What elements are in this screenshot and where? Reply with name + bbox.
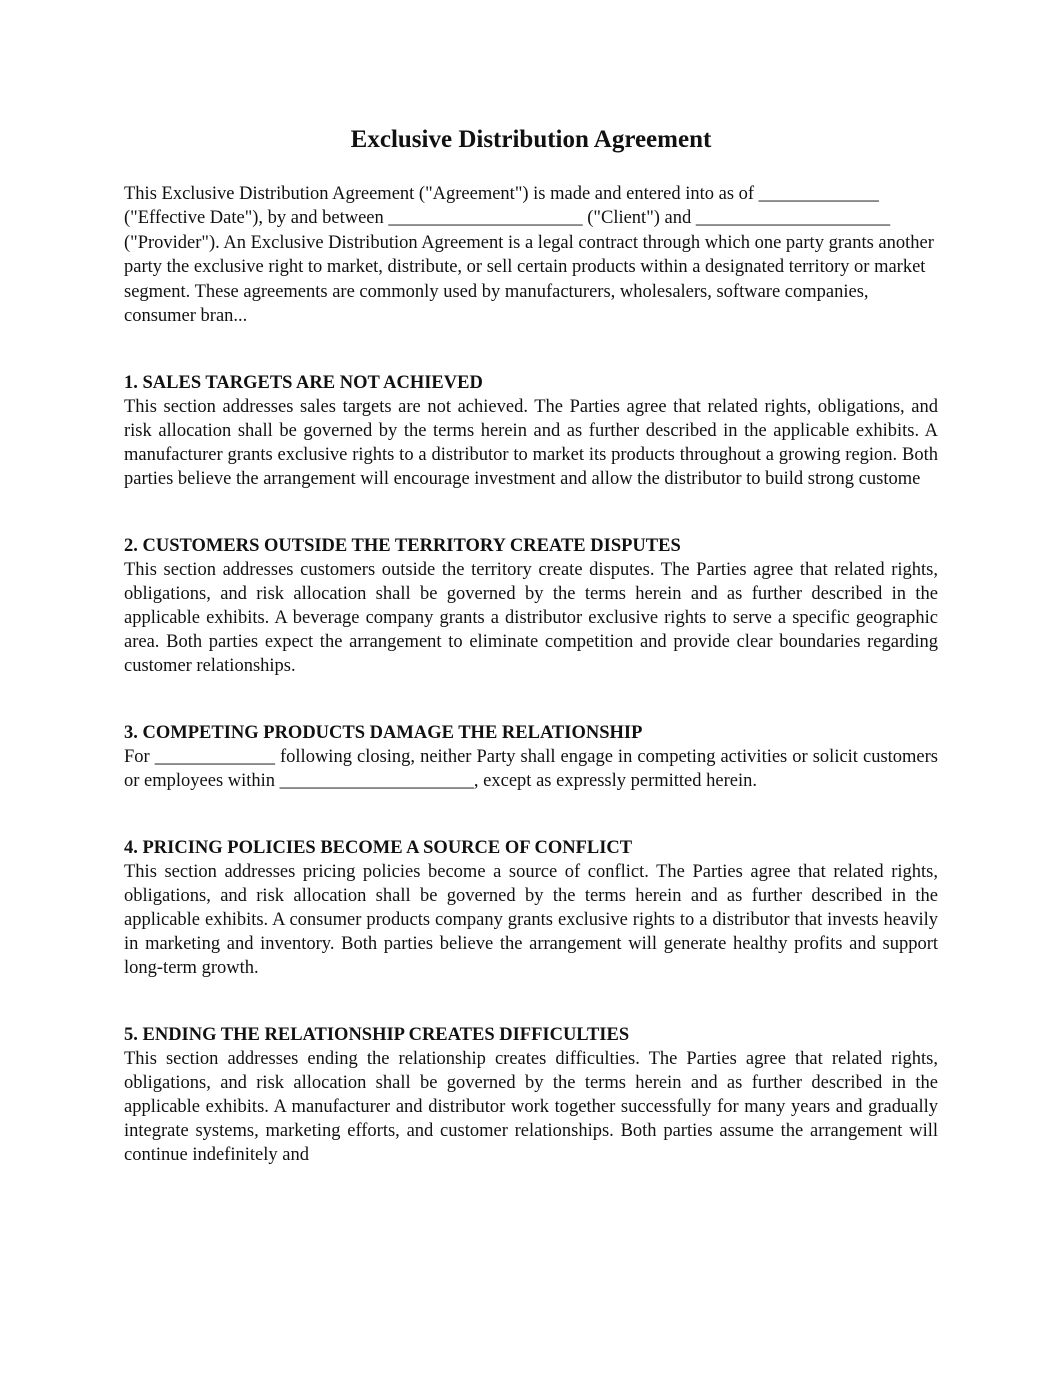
section-heading: 3. COMPETING PRODUCTS DAMAGE THE RELATIONSHIP [124, 723, 643, 744]
section-5 [124, 1023, 938, 1167]
section-body: This section addresses ending the relationship creates difficulties. The Parties agree that related rights, obligations, and risk allocation shall be governed by the terms herein and as further described in the applicable exhibits. A manufacturer and distributor work together successfully for many years and gradually integrate systems, marketing efforts, and customer relationships. Both parties assume the arrangement will continue indefinitely and [124, 1049, 938, 1166]
section-heading: 4. PRICING POLICIES BECOME A SOURCE OF CONFLICT [124, 838, 633, 859]
document-page [124, 124, 938, 1167]
section-body: For _____________ following closing, neither Party shall engage in competing activities or solicit customers or employees within _____________________, except as expressly permitted herein. [124, 747, 938, 792]
section-body: This section addresses sales targets are not achieved. The Parties agree that related rights, obligations, and risk allocation shall be governed by the terms herein and as further described in the applicable exhibits. A manufacturer grants exclusive rights to a distributor to market its products throughout a growing region. Both parties believe the arrangement will encourage investment and allow the distributor to build strong custome [124, 397, 938, 490]
section-heading: 1. SALES TARGETS ARE NOT ACHIEVED [124, 373, 483, 394]
intro-paragraph: This Exclusive Distribution Agreement ("Agreement") is made and entered into as of _____________ ("Effective Date"), by and between _____________________ ("Client") and _____________________ ("Provider"). An Exclusive Distribution Agreement is a legal contract through which one party grants another party the exclusive right to market, distribute, or sell certain products within a designated territory or market segment. These agreements are commonly used by manufacturers, wholesalers, software companies, consumer bran... [124, 184, 934, 327]
section-4 [124, 836, 938, 980]
section-body: This section addresses pricing policies become a source of conflict. The Parties agree that related rights, obligations, and risk allocation shall be governed by the terms herein and as further described in the applicable exhibits. A consumer products company grants exclusive rights to a distributor that invests heavily in marketing and inventory. Both parties believe the arrangement will generate healthy profits and support long-term growth. [124, 862, 938, 979]
section-2 [124, 534, 938, 678]
section-3 [124, 721, 938, 793]
document-title: Exclusive Distribution Agreement [350, 126, 712, 153]
section-body: This section addresses customers outside the territory create disputes. The Parties agree that related rights, obligations, and risk allocation shall be governed by the terms herein and as further described in the applicable exhibits. A beverage company grants a distributor exclusive rights to serve a specific geographic area. Both parties expect the arrangement to eliminate competition and provide clear boundaries regarding customer relationships. [124, 560, 938, 677]
section-heading: 2. CUSTOMERS OUTSIDE THE TERRITORY CREATE DISPUTES [124, 536, 681, 557]
section-1 [124, 371, 938, 491]
section-heading: 5. ENDING THE RELATIONSHIP CREATES DIFFICULTIES [124, 1025, 630, 1046]
